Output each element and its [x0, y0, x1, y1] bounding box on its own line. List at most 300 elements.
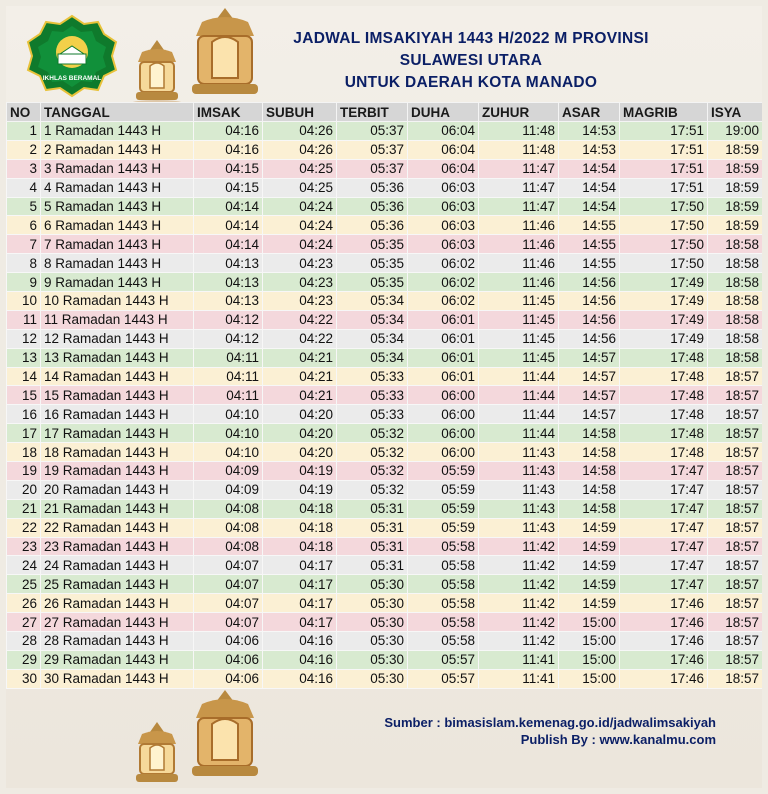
cell-imsak: 04:10 — [194, 405, 263, 424]
cell-asar: 14:56 — [559, 329, 620, 348]
table-row — [7, 197, 763, 216]
cell-imsak: 04:13 — [194, 273, 263, 292]
cell-magrib: 17:49 — [620, 273, 708, 292]
cell-isya: 18:58 — [708, 292, 763, 311]
cell-isya: 18:57 — [708, 556, 763, 575]
cell-subuh: 04:17 — [263, 575, 337, 594]
cell-subuh: 04:20 — [263, 424, 337, 443]
cell-zuhur: 11:42 — [479, 613, 559, 632]
table-row — [7, 122, 763, 141]
cell-tanggal: 25 Ramadan 1443 H — [41, 575, 194, 594]
cell-zuhur: 11:42 — [479, 537, 559, 556]
cell-asar: 14:53 — [559, 122, 620, 141]
cell-no: 8 — [7, 254, 41, 273]
column-header-no: NO — [7, 103, 41, 122]
cell-zuhur: 11:45 — [479, 292, 559, 311]
cell-zuhur: 11:45 — [479, 310, 559, 329]
cell-magrib: 17:50 — [620, 254, 708, 273]
cell-subuh: 04:26 — [263, 140, 337, 159]
cell-subuh: 04:16 — [263, 632, 337, 651]
cell-zuhur: 11:48 — [479, 122, 559, 141]
cell-magrib: 17:47 — [620, 556, 708, 575]
cell-asar: 14:55 — [559, 254, 620, 273]
cell-duha: 06:03 — [408, 216, 479, 235]
cell-duha: 06:00 — [408, 405, 479, 424]
cell-asar: 14:54 — [559, 159, 620, 178]
cell-asar: 14:58 — [559, 424, 620, 443]
cell-tanggal: 2 Ramadan 1443 H — [41, 140, 194, 159]
cell-asar: 14:58 — [559, 462, 620, 481]
cell-zuhur: 11:43 — [479, 443, 559, 462]
cell-magrib: 17:47 — [620, 462, 708, 481]
cell-asar: 14:55 — [559, 235, 620, 254]
table-row — [7, 235, 763, 254]
cell-magrib: 17:48 — [620, 424, 708, 443]
cell-terbit: 05:31 — [337, 518, 408, 537]
cell-imsak: 04:15 — [194, 159, 263, 178]
cell-duha: 06:01 — [408, 348, 479, 367]
cell-asar: 14:58 — [559, 443, 620, 462]
cell-tanggal: 13 Ramadan 1443 H — [41, 348, 194, 367]
cell-imsak: 04:15 — [194, 178, 263, 197]
cell-imsak: 04:07 — [194, 556, 263, 575]
cell-imsak: 04:11 — [194, 348, 263, 367]
cell-asar: 14:59 — [559, 518, 620, 537]
cell-terbit: 05:33 — [337, 405, 408, 424]
cell-terbit: 05:36 — [337, 178, 408, 197]
cell-magrib: 17:47 — [620, 575, 708, 594]
lantern-icon — [124, 720, 190, 788]
cell-subuh: 04:18 — [263, 518, 337, 537]
cell-subuh: 04:18 — [263, 537, 337, 556]
cell-zuhur: 11:47 — [479, 178, 559, 197]
table-row — [7, 140, 763, 159]
page-title — [256, 28, 686, 94]
cell-no: 18 — [7, 443, 41, 462]
cell-terbit: 05:34 — [337, 310, 408, 329]
cell-asar: 14:56 — [559, 273, 620, 292]
cell-zuhur: 11:47 — [479, 159, 559, 178]
cell-duha: 05:59 — [408, 480, 479, 499]
cell-duha: 05:57 — [408, 669, 479, 688]
cell-terbit: 05:34 — [337, 329, 408, 348]
table-row — [7, 405, 763, 424]
cell-duha: 06:01 — [408, 329, 479, 348]
cell-asar: 14:57 — [559, 405, 620, 424]
cell-magrib: 17:46 — [620, 613, 708, 632]
cell-tanggal: 22 Ramadan 1443 H — [41, 518, 194, 537]
cell-asar: 14:58 — [559, 499, 620, 518]
cell-terbit: 05:30 — [337, 613, 408, 632]
cell-subuh: 04:23 — [263, 273, 337, 292]
cell-tanggal: 19 Ramadan 1443 H — [41, 462, 194, 481]
cell-asar: 14:56 — [559, 310, 620, 329]
cell-isya: 18:57 — [708, 386, 763, 405]
cell-zuhur: 11:46 — [479, 216, 559, 235]
cell-zuhur: 11:46 — [479, 235, 559, 254]
cell-tanggal: 18 Ramadan 1443 H — [41, 443, 194, 462]
cell-isya: 18:58 — [708, 310, 763, 329]
cell-terbit: 05:30 — [337, 575, 408, 594]
cell-no: 10 — [7, 292, 41, 311]
cell-terbit: 05:31 — [337, 556, 408, 575]
cell-no: 9 — [7, 273, 41, 292]
cell-duha: 06:03 — [408, 197, 479, 216]
cell-magrib: 17:49 — [620, 292, 708, 311]
cell-asar: 14:57 — [559, 367, 620, 386]
column-header-isya: ISYA — [708, 103, 763, 122]
cell-isya: 18:57 — [708, 632, 763, 651]
cell-terbit: 05:37 — [337, 140, 408, 159]
lantern-icon — [182, 690, 268, 786]
cell-zuhur: 11:48 — [479, 140, 559, 159]
cell-imsak: 04:11 — [194, 386, 263, 405]
cell-no: 7 — [7, 235, 41, 254]
column-header-duha: DUHA — [408, 103, 479, 122]
cell-asar: 15:00 — [559, 650, 620, 669]
cell-zuhur: 11:47 — [479, 197, 559, 216]
column-header-asar: ASAR — [559, 103, 620, 122]
cell-zuhur: 11:41 — [479, 669, 559, 688]
cell-subuh: 04:21 — [263, 348, 337, 367]
cell-tanggal: 15 Ramadan 1443 H — [41, 386, 194, 405]
cell-no: 6 — [7, 216, 41, 235]
cell-tanggal: 4 Ramadan 1443 H — [41, 178, 194, 197]
table-row — [7, 367, 763, 386]
cell-subuh: 04:20 — [263, 443, 337, 462]
cell-no: 25 — [7, 575, 41, 594]
cell-no: 21 — [7, 499, 41, 518]
cell-tanggal: 20 Ramadan 1443 H — [41, 480, 194, 499]
cell-duha: 06:03 — [408, 178, 479, 197]
cell-zuhur: 11:43 — [479, 462, 559, 481]
column-header-terbit: TERBIT — [337, 103, 408, 122]
cell-isya: 18:57 — [708, 443, 763, 462]
cell-asar: 15:00 — [559, 669, 620, 688]
cell-imsak: 04:13 — [194, 292, 263, 311]
cell-imsak: 04:12 — [194, 329, 263, 348]
cell-no: 28 — [7, 632, 41, 651]
logo-motto: IKHLAS BERAMAL — [42, 75, 102, 82]
cell-imsak: 04:10 — [194, 443, 263, 462]
table-row — [7, 178, 763, 197]
cell-isya: 18:58 — [708, 348, 763, 367]
cell-subuh: 04:22 — [263, 329, 337, 348]
cell-terbit: 05:32 — [337, 462, 408, 481]
cell-terbit: 05:35 — [337, 235, 408, 254]
cell-zuhur: 11:41 — [479, 650, 559, 669]
cell-asar: 14:57 — [559, 348, 620, 367]
cell-imsak: 04:10 — [194, 424, 263, 443]
title-line-1: JADWAL IMSAKIYAH 1443 H/2022 M PROVINSI — [293, 30, 649, 47]
cell-terbit: 05:33 — [337, 386, 408, 405]
cell-imsak: 04:07 — [194, 575, 263, 594]
publisher-text: Publish By : www.kanalmu.com — [520, 732, 716, 747]
cell-imsak: 04:13 — [194, 254, 263, 273]
cell-no: 19 — [7, 462, 41, 481]
source-credits — [384, 714, 716, 748]
cell-isya: 18:57 — [708, 462, 763, 481]
table-row — [7, 594, 763, 613]
cell-isya: 18:57 — [708, 480, 763, 499]
cell-terbit: 05:30 — [337, 650, 408, 669]
cell-terbit: 05:31 — [337, 499, 408, 518]
cell-magrib: 17:47 — [620, 518, 708, 537]
cell-imsak: 04:07 — [194, 594, 263, 613]
cell-terbit: 05:31 — [337, 537, 408, 556]
table-row — [7, 575, 763, 594]
cell-magrib: 17:48 — [620, 348, 708, 367]
cell-tanggal: 14 Ramadan 1443 H — [41, 367, 194, 386]
cell-duha: 05:58 — [408, 613, 479, 632]
cell-isya: 18:59 — [708, 159, 763, 178]
cell-asar: 14:59 — [559, 556, 620, 575]
cell-subuh: 04:19 — [263, 462, 337, 481]
cell-no: 12 — [7, 329, 41, 348]
schedule-page — [6, 6, 762, 788]
title-line-2: SULAWESI UTARA — [399, 52, 543, 69]
cell-tanggal: 9 Ramadan 1443 H — [41, 273, 194, 292]
table-row — [7, 518, 763, 537]
cell-isya: 18:58 — [708, 254, 763, 273]
cell-terbit: 05:33 — [337, 367, 408, 386]
table-row — [7, 443, 763, 462]
cell-isya: 18:57 — [708, 518, 763, 537]
cell-isya: 18:57 — [708, 537, 763, 556]
cell-isya: 18:57 — [708, 650, 763, 669]
cell-zuhur: 11:43 — [479, 499, 559, 518]
cell-zuhur: 11:42 — [479, 632, 559, 651]
cell-subuh: 04:23 — [263, 292, 337, 311]
table-row — [7, 613, 763, 632]
cell-tanggal: 24 Ramadan 1443 H — [41, 556, 194, 575]
cell-imsak: 04:14 — [194, 235, 263, 254]
cell-terbit: 05:32 — [337, 443, 408, 462]
cell-zuhur: 11:46 — [479, 254, 559, 273]
table-row — [7, 292, 763, 311]
column-header-zuhur: ZUHUR — [479, 103, 559, 122]
table-row — [7, 499, 763, 518]
table-row — [7, 632, 763, 651]
cell-no: 5 — [7, 197, 41, 216]
cell-duha: 06:03 — [408, 235, 479, 254]
cell-terbit: 05:37 — [337, 159, 408, 178]
cell-imsak: 04:06 — [194, 669, 263, 688]
cell-isya: 18:58 — [708, 329, 763, 348]
lantern-icon — [124, 38, 190, 108]
cell-asar: 14:56 — [559, 292, 620, 311]
cell-asar: 14:55 — [559, 216, 620, 235]
cell-terbit: 05:32 — [337, 424, 408, 443]
cell-duha: 05:57 — [408, 650, 479, 669]
cell-imsak: 04:16 — [194, 122, 263, 141]
cell-zuhur: 11:43 — [479, 518, 559, 537]
cell-magrib: 17:47 — [620, 480, 708, 499]
cell-duha: 06:00 — [408, 443, 479, 462]
cell-duha: 06:01 — [408, 367, 479, 386]
cell-duha: 06:00 — [408, 386, 479, 405]
cell-tanggal: 8 Ramadan 1443 H — [41, 254, 194, 273]
cell-no: 4 — [7, 178, 41, 197]
table-row — [7, 273, 763, 292]
table-row — [7, 216, 763, 235]
cell-magrib: 17:51 — [620, 140, 708, 159]
cell-magrib: 17:47 — [620, 537, 708, 556]
cell-no: 17 — [7, 424, 41, 443]
cell-tanggal: 17 Ramadan 1443 H — [41, 424, 194, 443]
cell-imsak: 04:16 — [194, 140, 263, 159]
column-header-tanggal: TANGGAL — [41, 103, 194, 122]
cell-duha: 06:04 — [408, 122, 479, 141]
cell-tanggal: 23 Ramadan 1443 H — [41, 537, 194, 556]
table-row — [7, 159, 763, 178]
table-body — [7, 122, 763, 689]
cell-no: 1 — [7, 122, 41, 141]
cell-duha: 06:04 — [408, 159, 479, 178]
cell-isya: 18:57 — [708, 613, 763, 632]
cell-tanggal: 3 Ramadan 1443 H — [41, 159, 194, 178]
cell-zuhur: 11:43 — [479, 480, 559, 499]
cell-magrib: 17:50 — [620, 216, 708, 235]
cell-asar: 15:00 — [559, 632, 620, 651]
cell-duha: 06:02 — [408, 273, 479, 292]
cell-asar: 14:59 — [559, 537, 620, 556]
cell-duha: 05:58 — [408, 575, 479, 594]
cell-subuh: 04:25 — [263, 178, 337, 197]
cell-imsak: 04:12 — [194, 310, 263, 329]
cell-zuhur: 11:42 — [479, 556, 559, 575]
column-header-subuh: SUBUH — [263, 103, 337, 122]
cell-no: 20 — [7, 480, 41, 499]
cell-isya: 18:57 — [708, 405, 763, 424]
cell-isya: 18:58 — [708, 235, 763, 254]
cell-duha: 05:59 — [408, 518, 479, 537]
cell-no: 14 — [7, 367, 41, 386]
cell-magrib: 17:48 — [620, 443, 708, 462]
cell-zuhur: 11:44 — [479, 367, 559, 386]
cell-asar: 14:57 — [559, 386, 620, 405]
cell-terbit: 05:30 — [337, 669, 408, 688]
cell-subuh: 04:19 — [263, 480, 337, 499]
cell-isya: 18:59 — [708, 197, 763, 216]
cell-terbit: 05:34 — [337, 348, 408, 367]
cell-zuhur: 11:45 — [479, 329, 559, 348]
cell-subuh: 04:21 — [263, 386, 337, 405]
cell-duha: 05:58 — [408, 537, 479, 556]
imsakiyah-table — [6, 102, 762, 689]
cell-no: 2 — [7, 140, 41, 159]
cell-terbit: 05:37 — [337, 122, 408, 141]
table-row — [7, 329, 763, 348]
cell-terbit: 05:30 — [337, 594, 408, 613]
cell-magrib: 17:48 — [620, 386, 708, 405]
table-row — [7, 537, 763, 556]
cell-subuh: 04:24 — [263, 235, 337, 254]
cell-isya: 18:57 — [708, 594, 763, 613]
cell-imsak: 04:07 — [194, 613, 263, 632]
column-header-magrib: MAGRIB — [620, 103, 708, 122]
table-row — [7, 424, 763, 443]
cell-duha: 05:58 — [408, 632, 479, 651]
cell-imsak: 04:08 — [194, 537, 263, 556]
cell-subuh: 04:18 — [263, 499, 337, 518]
cell-tanggal: 16 Ramadan 1443 H — [41, 405, 194, 424]
cell-magrib: 17:47 — [620, 499, 708, 518]
cell-imsak: 04:08 — [194, 518, 263, 537]
cell-zuhur: 11:44 — [479, 386, 559, 405]
cell-imsak: 04:14 — [194, 197, 263, 216]
cell-magrib: 17:46 — [620, 669, 708, 688]
cell-magrib: 17:51 — [620, 178, 708, 197]
cell-tanggal: 10 Ramadan 1443 H — [41, 292, 194, 311]
cell-asar: 14:59 — [559, 575, 620, 594]
table-row — [7, 386, 763, 405]
cell-terbit: 05:35 — [337, 254, 408, 273]
table-row — [7, 462, 763, 481]
cell-tanggal: 11 Ramadan 1443 H — [41, 310, 194, 329]
cell-magrib: 17:50 — [620, 235, 708, 254]
cell-imsak: 04:14 — [194, 216, 263, 235]
cell-no: 27 — [7, 613, 41, 632]
cell-no: 22 — [7, 518, 41, 537]
cell-imsak: 04:06 — [194, 650, 263, 669]
cell-subuh: 04:21 — [263, 367, 337, 386]
cell-isya: 18:59 — [708, 216, 763, 235]
cell-subuh: 04:17 — [263, 594, 337, 613]
cell-tanggal: 6 Ramadan 1443 H — [41, 216, 194, 235]
kemenag-logo-icon — [24, 14, 120, 98]
cell-duha: 05:59 — [408, 462, 479, 481]
cell-subuh: 04:23 — [263, 254, 337, 273]
cell-no: 3 — [7, 159, 41, 178]
cell-tanggal: 21 Ramadan 1443 H — [41, 499, 194, 518]
cell-imsak: 04:09 — [194, 480, 263, 499]
cell-no: 13 — [7, 348, 41, 367]
cell-tanggal: 29 Ramadan 1443 H — [41, 650, 194, 669]
table-row — [7, 254, 763, 273]
cell-subuh: 04:20 — [263, 405, 337, 424]
cell-tanggal: 7 Ramadan 1443 H — [41, 235, 194, 254]
cell-duha: 05:58 — [408, 556, 479, 575]
cell-terbit: 05:34 — [337, 292, 408, 311]
cell-subuh: 04:24 — [263, 197, 337, 216]
cell-subuh: 04:26 — [263, 122, 337, 141]
cell-tanggal: 28 Ramadan 1443 H — [41, 632, 194, 651]
cell-duha: 06:01 — [408, 310, 479, 329]
cell-imsak: 04:11 — [194, 367, 263, 386]
cell-tanggal: 30 Ramadan 1443 H — [41, 669, 194, 688]
cell-subuh: 04:25 — [263, 159, 337, 178]
cell-imsak: 04:08 — [194, 499, 263, 518]
cell-duha: 05:59 — [408, 499, 479, 518]
cell-magrib: 17:46 — [620, 650, 708, 669]
cell-no: 26 — [7, 594, 41, 613]
cell-tanggal: 27 Ramadan 1443 H — [41, 613, 194, 632]
cell-subuh: 04:24 — [263, 216, 337, 235]
cell-tanggal: 1 Ramadan 1443 H — [41, 122, 194, 141]
cell-no: 29 — [7, 650, 41, 669]
cell-subuh: 04:22 — [263, 310, 337, 329]
cell-no: 30 — [7, 669, 41, 688]
cell-duha: 06:02 — [408, 254, 479, 273]
cell-duha: 06:02 — [408, 292, 479, 311]
cell-asar: 14:54 — [559, 197, 620, 216]
cell-magrib: 17:46 — [620, 632, 708, 651]
cell-subuh: 04:16 — [263, 650, 337, 669]
cell-isya: 18:57 — [708, 499, 763, 518]
table-header-row — [7, 103, 763, 122]
cell-asar: 15:00 — [559, 613, 620, 632]
